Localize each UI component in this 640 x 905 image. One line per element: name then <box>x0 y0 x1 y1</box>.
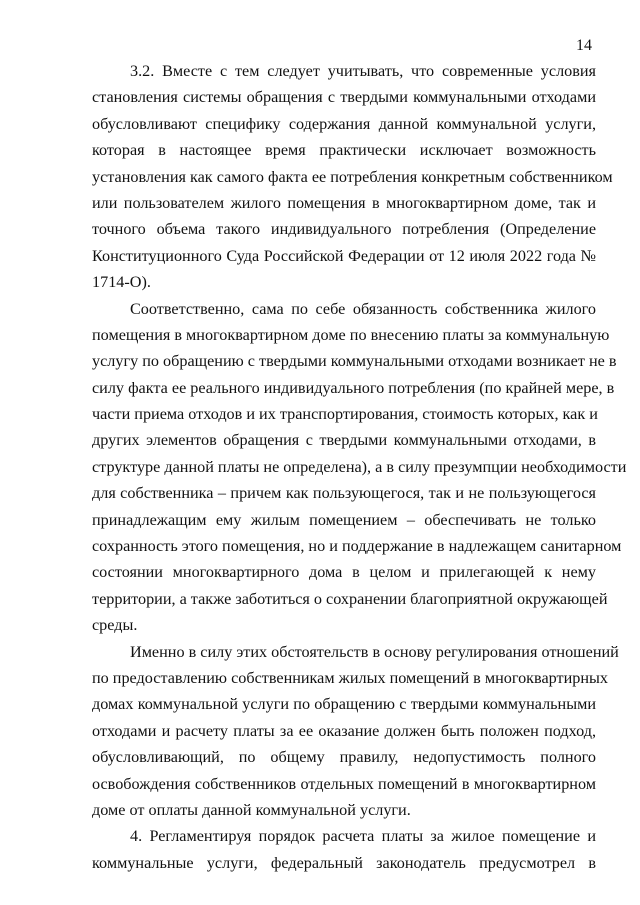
paragraph-line: 4. Регламентируя порядок расчета платы за жилое помещение и <box>130 827 596 846</box>
paragraph-line: которая в настоящее время практически исключает возможность <box>92 141 596 160</box>
paragraph-line: Именно в силу этих обстоятельств в основу регулирования отношений <box>130 642 619 661</box>
paragraph-line: освобождения собственников отдельных помещений в многоквартирном <box>92 774 596 793</box>
paragraph-line: по предоставлению собственникам жилых помещений в многоквартирных <box>92 668 608 687</box>
paragraph-line: отходами и расчету платы за ее оказание должен быть положен подход, <box>92 721 596 740</box>
paragraph-line: 1714-О). <box>92 273 151 292</box>
paragraph-line: других элементов обращения с твердыми коммунальными отходами, в <box>92 431 596 450</box>
paragraph-line: среды. <box>92 616 138 635</box>
paragraph <box>92 296 627 639</box>
paragraph-line: становления системы обращения с твердыми коммунальными отходами <box>92 88 596 107</box>
paragraph-line: Конституционного Суда Российской Федерации от 12 июля 2022 года № <box>92 246 596 265</box>
page-number: 14 <box>576 37 592 54</box>
paragraph-line: состоянии многоквартирного дома в целом и прилегающей к нему <box>92 563 596 582</box>
paragraph-line: сохранность этого помещения, но и поддержание в надлежащем санитарном <box>92 537 622 556</box>
paragraph-line: или пользователем жилого помещения в многоквартирном доме, так и <box>92 193 596 212</box>
paragraph-line: коммунальные услуги, федеральный законодатель предусмотрел в <box>92 853 596 872</box>
paragraph-line: доме от оплаты данной коммунальной услуги. <box>92 800 411 819</box>
paragraph-line: домах коммунальной услуги по обращению с твердыми коммунальными <box>92 695 596 714</box>
paragraph-line: установления как самого факта ее потребления конкретным собственником <box>92 167 613 186</box>
paragraph-line: Соответственно, сама по себе обязанность собственника жилого <box>130 299 596 318</box>
paragraph-line: обусловливающий, по общему правилу, недопустимость полного <box>92 748 596 767</box>
paragraph-line: для собственника – причем как пользующегося, так и не пользующегося <box>92 484 596 503</box>
paragraph <box>92 823 596 876</box>
paragraph-line: точного объема такого индивидуального потребления (Определение <box>92 220 596 239</box>
body-text <box>92 58 627 876</box>
paragraph-line: части приема отходов и их транспортирования, стоимость которых, как и <box>92 405 598 424</box>
paragraph-line: помещения в многоквартирном доме по внесению платы за коммунальную <box>92 325 610 344</box>
paragraph-line: 3.2. Вместе с тем следует учитывать, что современные условия <box>130 62 596 80</box>
paragraph <box>92 639 619 824</box>
paragraph-line: обусловливают специфику содержания данной коммунальной услуги, <box>92 114 596 133</box>
paragraph-line: силу факта ее реального индивидуального потребления (по крайней мере, в <box>92 378 615 397</box>
paragraph-line: территории, а также заботиться о сохранении благоприятной окружающей <box>92 589 608 608</box>
paragraph-line: услугу по обращению с твердыми коммунальными отходами возникает не в <box>92 352 617 371</box>
paragraph-line: принадлежащим ему жилым помещением – обеспечивать не только <box>92 510 596 529</box>
paragraph-line: структуре данной платы не определена), а в силу презумпции необходимости <box>92 457 627 476</box>
paragraph <box>92 58 613 296</box>
